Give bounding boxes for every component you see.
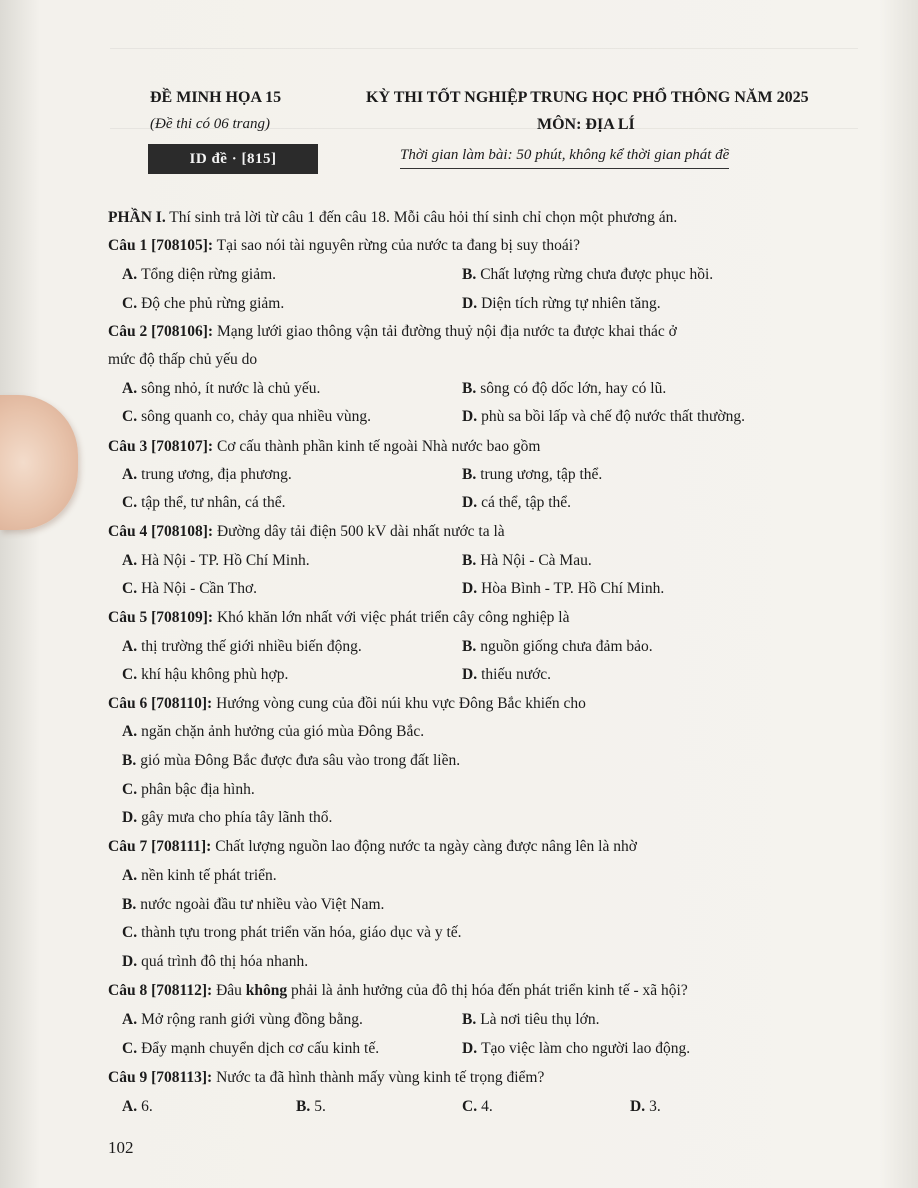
option-key: D. <box>462 408 478 425</box>
question-1 <box>108 236 580 256</box>
option-text: thành tựu trong phát triển văn hóa, giáo dục và y tế. <box>141 924 462 941</box>
option-text: Diện tích rừng tự nhiên tăng. <box>481 295 661 312</box>
option-key: A. <box>122 552 138 569</box>
option-key: A. <box>122 723 138 740</box>
option-key: B. <box>462 266 477 283</box>
option-key: D. <box>462 295 478 312</box>
q6-option-b[interactable] <box>122 751 460 771</box>
option-key: C. <box>122 1040 138 1057</box>
time-note: Thời gian làm bài: 50 phút, không kể thời gian phát đề <box>400 147 729 169</box>
q4-option-b[interactable] <box>462 551 592 571</box>
option-key: A. <box>122 1098 138 1115</box>
option-key: B. <box>462 552 477 569</box>
option-key: A. <box>122 380 138 397</box>
q9-option-d[interactable] <box>630 1097 661 1117</box>
option-text: Đẩy mạnh chuyển dịch cơ cấu kinh tế. <box>141 1040 380 1057</box>
page-count: (Đề thi có 06 trang) <box>150 116 270 132</box>
option-text: thị trường thế giới nhiều biến động. <box>141 638 362 655</box>
option-key: A. <box>122 867 138 884</box>
option-key: B. <box>462 638 477 655</box>
exam-code: ĐỀ MINH HỌA 15 <box>150 89 282 106</box>
q1-option-d[interactable] <box>462 294 661 314</box>
question-label: Câu 9 [708113]: <box>108 1069 213 1086</box>
section-instruction <box>108 208 677 228</box>
option-text: nền kinh tế phát triển. <box>141 867 277 884</box>
option-key: D. <box>462 666 478 683</box>
option-text: cá thể, tập thể. <box>481 494 572 511</box>
question-label: Câu 5 [708109]: <box>108 609 214 626</box>
q2-option-a[interactable] <box>122 379 320 399</box>
q6-option-c[interactable] <box>122 780 255 800</box>
option-text: 5. <box>314 1098 326 1115</box>
option-key: D. <box>122 953 138 970</box>
question-label: Câu 7 [708111]: <box>108 838 212 855</box>
option-key: A. <box>122 466 138 483</box>
option-text: 4. <box>481 1098 493 1115</box>
question-text: Đâu <box>212 982 246 999</box>
q1-option-a[interactable] <box>122 265 276 285</box>
q5-option-d[interactable] <box>462 665 551 685</box>
q7-option-b[interactable] <box>122 895 384 915</box>
option-key: B. <box>296 1098 311 1115</box>
option-key: B. <box>122 752 137 769</box>
option-text: gió mùa Đông Bắc được đưa sâu vào trong đất liền. <box>140 752 461 769</box>
q7-option-a[interactable] <box>122 866 277 886</box>
option-text: Độ che phủ rừng giảm. <box>141 295 285 312</box>
question-label: Câu 8 [708112]: <box>108 982 213 999</box>
option-key: C. <box>122 580 138 597</box>
question-4 <box>108 522 505 542</box>
q7-option-d[interactable] <box>122 952 308 972</box>
option-key: D. <box>122 809 138 826</box>
option-text: trung ương, địa phương. <box>141 466 292 483</box>
q2-option-b[interactable] <box>462 379 666 399</box>
option-text: thiếu nước. <box>481 666 552 683</box>
option-key: B. <box>462 380 477 397</box>
q2-option-d[interactable] <box>462 407 745 427</box>
option-key: D. <box>462 1040 478 1057</box>
q4-option-c[interactable] <box>122 579 257 599</box>
q8-option-a[interactable] <box>122 1010 363 1030</box>
page-number: 102 <box>108 1138 134 1157</box>
q8-option-d[interactable] <box>462 1039 690 1059</box>
option-text: phân bậc địa hình. <box>141 781 255 798</box>
option-key: A. <box>122 266 138 283</box>
q1-option-b[interactable] <box>462 265 713 285</box>
q6-option-a[interactable] <box>122 722 424 742</box>
question-text: Khó khăn lớn nhất với việc phát triển cây công nghiệp là <box>213 609 570 626</box>
subject: MÔN: ĐỊA LÍ <box>537 116 635 133</box>
option-key: C. <box>462 1098 478 1115</box>
option-text: sông quanh co, chảy qua nhiều vùng. <box>141 408 371 425</box>
option-key: C. <box>122 666 138 683</box>
q6-option-d[interactable] <box>122 808 332 828</box>
exam-id-badge: ID đề · [815] <box>148 144 318 174</box>
question-label: Câu 2 [708106]: <box>108 323 214 340</box>
question-text: Mạng lưới giao thông vận tải đường thuỷ nội địa nước ta được khai thác ở <box>213 323 677 340</box>
q9-option-a[interactable] <box>122 1097 153 1117</box>
q3-option-c[interactable] <box>122 493 285 513</box>
option-text: 6. <box>141 1098 153 1115</box>
option-key: A. <box>122 638 138 655</box>
option-key: D. <box>630 1098 646 1115</box>
option-key: B. <box>462 1011 477 1028</box>
option-text: Hà Nội - Cần Thơ. <box>141 580 258 597</box>
option-text: phù sa bồi lấp và chế độ nước thất thường. <box>481 408 745 425</box>
question-label: Câu 6 [708110]: <box>108 695 213 712</box>
option-text: Hòa Bình - TP. Hồ Chí Minh. <box>481 580 665 597</box>
question-label: Câu 3 [708107]: <box>108 438 214 455</box>
option-text: gây mưa cho phía tây lãnh thổ. <box>141 809 333 826</box>
question-2-continued: mức độ thấp chủ yếu do <box>108 351 258 368</box>
option-text: Chất lượng rừng chưa được phục hồi. <box>480 266 714 283</box>
question-2 <box>108 322 677 342</box>
q1-option-c[interactable] <box>122 294 284 314</box>
option-text: sông nhỏ, ít nước là chủ yếu. <box>141 380 321 397</box>
question-text: Tại sao nói tài nguyên rừng của nước ta đang bị suy thoái? <box>213 237 580 254</box>
question-emphasis: không <box>245 982 288 999</box>
option-text: tập thể, tư nhân, cá thể. <box>141 494 286 511</box>
option-text: 3. <box>649 1098 661 1115</box>
option-text: ngăn chặn ảnh hưởng của gió mùa Đông Bắc. <box>141 723 425 740</box>
option-key: C. <box>122 295 138 312</box>
q9-option-c[interactable] <box>462 1097 493 1117</box>
option-text: Hà Nội - TP. Hồ Chí Minh. <box>141 552 310 569</box>
q7-option-c[interactable] <box>122 923 462 943</box>
question-text: Chất lượng nguồn lao động nước ta ngày càng được nâng lên là nhờ <box>211 838 637 855</box>
question-9 <box>108 1068 544 1088</box>
option-text: nước ngoài đầu tư nhiều vào Việt Nam. <box>140 896 385 913</box>
question-label: Câu 4 [708108]: <box>108 523 214 540</box>
q8-option-c[interactable] <box>122 1039 379 1059</box>
q5-option-b[interactable] <box>462 637 653 657</box>
q2-option-c[interactable] <box>122 407 371 427</box>
option-key: D. <box>462 494 478 511</box>
question-text: Hướng vòng cung của đồi núi khu vực Đông Bắc khiến cho <box>212 695 586 712</box>
thumb-shadow <box>0 395 78 530</box>
q4-option-d[interactable] <box>462 579 664 599</box>
option-key: C. <box>122 494 138 511</box>
question-3 <box>108 437 540 457</box>
q3-option-b[interactable] <box>462 465 602 485</box>
option-text: Là nơi tiêu thụ lớn. <box>480 1011 600 1028</box>
bleed-through-line <box>110 48 858 49</box>
question-label: Câu 1 [708105]: <box>108 237 214 254</box>
option-text: Tổng diện rừng giảm. <box>141 266 277 283</box>
option-text: khí hậu không phù hợp. <box>141 666 289 683</box>
option-key: C. <box>122 408 138 425</box>
option-key: B. <box>122 896 137 913</box>
option-text: quá trình đô thị hóa nhanh. <box>141 953 309 970</box>
section-text: Thí sinh trả lời từ câu 1 đến câu 18. Mỗi câu hỏi thí sinh chỉ chọn một phương án. <box>165 209 678 226</box>
option-key: C. <box>122 781 138 798</box>
question-5 <box>108 608 570 628</box>
q8-option-b[interactable] <box>462 1010 600 1030</box>
q5-option-c[interactable] <box>122 665 288 685</box>
option-text: Mở rộng ranh giới vùng đồng bằng. <box>141 1011 363 1028</box>
option-text: Tạo việc làm cho người lao động. <box>481 1040 691 1057</box>
question-6 <box>108 694 586 714</box>
q4-option-a[interactable] <box>122 551 310 571</box>
section-label: PHẦN I. <box>108 209 166 226</box>
question-7 <box>108 837 637 857</box>
question-text: Nước ta đã hình thành mấy vùng kinh tế trọng điểm? <box>212 1069 545 1086</box>
question-text: phải là ảnh hưởng của đô thị hóa đến phát triển kinh tế - xã hội? <box>287 982 688 999</box>
option-text: nguồn giống chưa đảm bảo. <box>480 638 653 655</box>
option-key: C. <box>122 924 138 941</box>
question-8 <box>108 981 688 1001</box>
option-key: B. <box>462 466 477 483</box>
question-text: Đường dây tải điện 500 kV dài nhất nước ta là <box>213 523 505 540</box>
question-text: Cơ cấu thành phần kinh tế ngoài Nhà nước bao gồm <box>213 438 541 455</box>
option-key: D. <box>462 580 478 597</box>
option-text: Hà Nội - Cà Mau. <box>480 552 592 569</box>
q5-option-a[interactable] <box>122 637 362 657</box>
q3-option-a[interactable] <box>122 465 292 485</box>
option-text: sông có độ dốc lớn, hay có lũ. <box>480 380 667 397</box>
q9-option-b[interactable] <box>296 1097 326 1117</box>
option-text: trung ương, tập thể. <box>480 466 603 483</box>
exam-title: KỲ THI TỐT NGHIỆP TRUNG HỌC PHỔ THÔNG NĂM 2025 <box>366 89 809 106</box>
option-key: A. <box>122 1011 138 1028</box>
q3-option-d[interactable] <box>462 493 571 513</box>
